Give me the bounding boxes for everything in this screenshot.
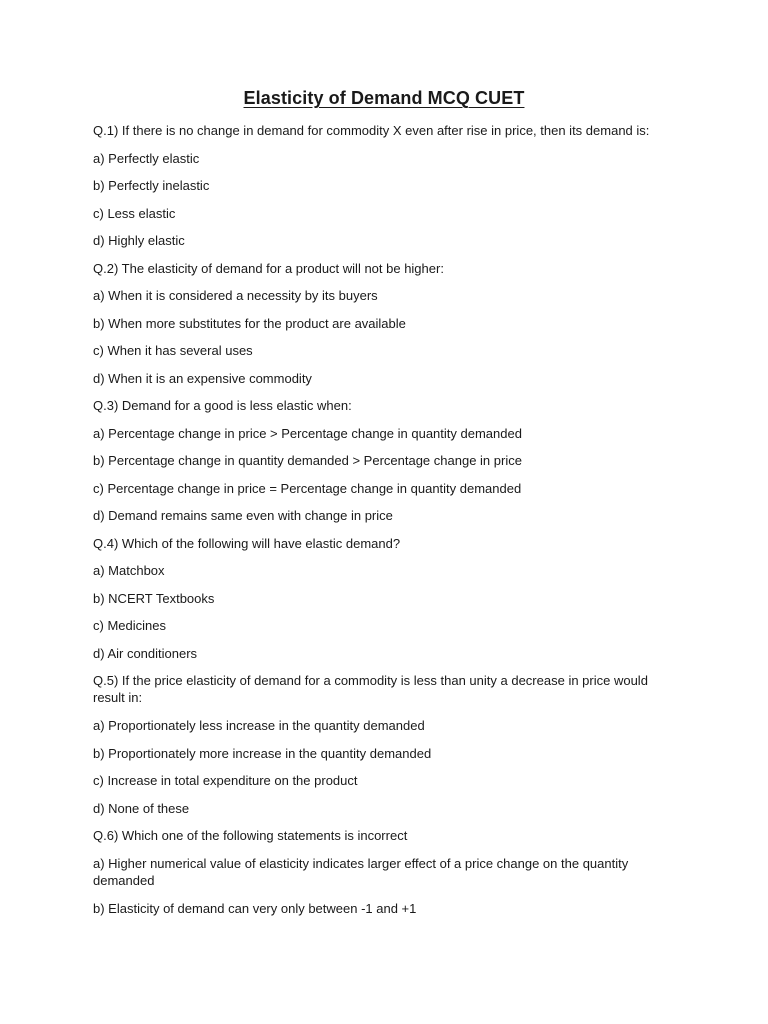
question-6-option-a: a) Higher numerical value of elasticity indicates larger effect of a price change on the quantity demanded — [93, 855, 629, 888]
question-3: Q.3) Demand for a good is less elastic when: — [93, 398, 352, 413]
question-4-option-d: d) Air conditioners — [93, 645, 198, 661]
question-2-option-d: d) When it is an expensive commodity — [93, 370, 312, 386]
question-5-option-d: d) None of these — [93, 800, 190, 816]
question-2-option-a: a) When it is considered a necessity by its buyers — [93, 288, 378, 303]
question-3-option-c: c) Percentage change in price = Percentage change in quantity demanded — [93, 480, 522, 496]
question-5-option-a: a) Proportionately less increase in the quantity demanded — [93, 718, 425, 733]
question-5-option-b: b) Proportionately more increase in the quantity demanded — [93, 745, 432, 761]
question-4-option-a: a) Matchbox — [93, 563, 165, 578]
question-1: Q.1) If there is no change in demand for commodity X even after rise in price, then its demand is: — [93, 123, 650, 138]
question-3-option-b: b) Percentage change in quantity demanded > Percentage change in price — [93, 453, 522, 468]
question-5: Q.5) If the price elasticity of demand for a commodity is less than unity a decrease in price would result in: — [93, 673, 648, 705]
question-2: Q.2) The elasticity of demand for a product will not be higher: — [93, 260, 444, 276]
question-1-option-d: d) Highly elastic — [93, 233, 185, 248]
question-6-option-b: b) Elasticity of demand can very only between -1 and +1 — [93, 900, 417, 916]
question-list — [93, 122, 678, 927]
document-title: Elasticity of Demand MCQ CUET — [243, 88, 525, 108]
question-4-option-b: b) NCERT Textbooks — [93, 590, 215, 606]
question-4: Q.4) Which of the following will have elastic demand? — [93, 535, 401, 551]
question-2-option-c: c) When it has several uses — [93, 343, 253, 358]
question-3-option-a: a) Percentage change in price > Percentage change in quantity demanded — [93, 425, 522, 441]
question-1-option-a: a) Perfectly elastic — [93, 150, 200, 166]
question-2-option-b: b) When more substitutes for the product are available — [93, 315, 406, 331]
question-1-option-c: c) Less elastic — [93, 205, 176, 221]
question-4-option-c: c) Medicines — [93, 618, 166, 633]
question-6: Q.6) Which one of the following statements is incorrect — [93, 828, 408, 843]
question-3-option-d: d) Demand remains same even with change in price — [93, 508, 393, 523]
question-5-option-c: c) Increase in total expenditure on the product — [93, 773, 358, 788]
question-1-option-b: b) Perfectly inelastic — [93, 178, 210, 193]
